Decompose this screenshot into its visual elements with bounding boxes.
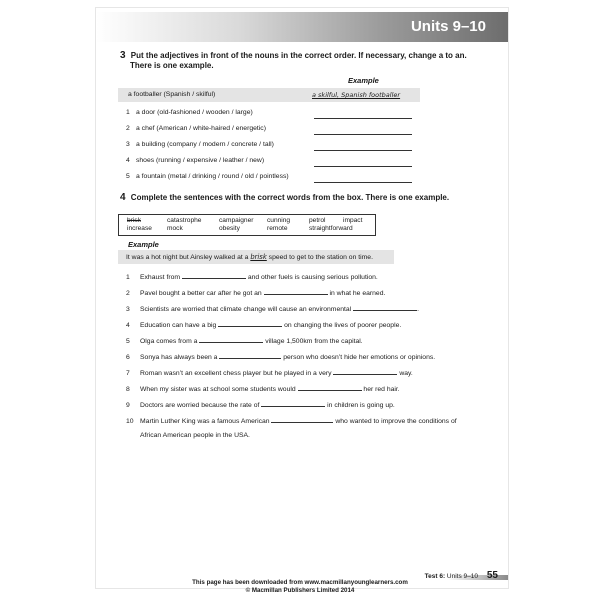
- q3-item: 3 a building (company / modern / concrete / tall): [126, 141, 274, 148]
- download-credit: This page has been downloaded from www.macmillanyounglearners.com: [192, 579, 408, 586]
- q4-number: 4: [120, 192, 126, 203]
- answer-blank[interactable]: [199, 336, 263, 343]
- q3-item: 5 a fountain (metal / drinking / round / old / pointless): [126, 173, 289, 180]
- answer-blank[interactable]: [219, 352, 281, 359]
- answer-blank[interactable]: [333, 368, 397, 375]
- q4-item: 3 Scientists are worried that climate change will cause an environmental .: [126, 306, 419, 313]
- header-title: Units 9–10: [410, 18, 486, 35]
- q4-example-label: Example: [128, 240, 159, 249]
- q4-item: 6 Sonya has always been a person who doesn’t hide her emotions or opinions.: [126, 354, 436, 361]
- q4-item: 10 Martin Luther King was a famous American who wanted to improve the conditions of: [126, 418, 457, 425]
- q3-item: 1 a door (old-fashioned / wooden / large): [126, 109, 253, 116]
- q4-item-continuation: African American people in the USA.: [140, 432, 250, 439]
- q4-item: 7 Roman wasn’t an excellent chess player but he played in a very way.: [126, 370, 413, 377]
- word-box: [118, 214, 376, 236]
- q4-instruction-text: Complete the sentences with the correct words from the box. There is one example.: [130, 193, 450, 202]
- word-box-word: remote: [267, 225, 288, 232]
- q4-example-word: brisk: [250, 253, 267, 261]
- answer-blank[interactable]: [261, 400, 325, 407]
- word-box-word: impact: [343, 217, 363, 224]
- word-box-word: petrol: [309, 217, 326, 224]
- word-box-word: obesity: [219, 225, 240, 232]
- worksheet-page: [96, 8, 508, 588]
- q3-example-answer: a skilful, Spanish footballer: [312, 91, 401, 99]
- page-number: 55: [486, 570, 498, 581]
- footer-test-label: Test 6: Units 9–10: [424, 573, 478, 580]
- copyright-credit: © Macmillan Publishers Limited 2014: [245, 587, 355, 594]
- word-box-word: cunning: [267, 217, 291, 224]
- q3-instruction-2: There is one example.: [130, 61, 214, 70]
- answer-blank[interactable]: [182, 272, 246, 279]
- answer-line[interactable]: [314, 134, 412, 135]
- q4-item: 9 Doctors are worried because the rate of in children is going up.: [126, 402, 395, 409]
- q3-instruction-text: Put the adjectives in front of the nouns in the correct order. If necessary, change a to an.: [130, 51, 467, 60]
- answer-blank[interactable]: [353, 304, 417, 311]
- q3-number: 3: [120, 50, 126, 61]
- answer-blank[interactable]: [271, 416, 333, 423]
- q4-item: 8 When my sister was at school some students would her red hair.: [126, 386, 400, 393]
- q3-example-label: Example: [348, 76, 379, 85]
- answer-line[interactable]: [314, 150, 412, 151]
- q4-item: 2 Pavel bought a better car after he got an in what he earned.: [126, 290, 386, 297]
- q4-example-sentence: It was a hot night but Ainsley walked at a brisk speed to get to the station on time.: [126, 253, 373, 261]
- word-box-word: straightforward: [309, 225, 353, 232]
- q3-example-prompt: a footballer (Spanish / skilful): [128, 91, 216, 98]
- q3-item: 4 shoes (running / expensive / leather / new): [126, 157, 265, 164]
- word-box-word: mock: [167, 225, 183, 232]
- q4-item: 1 Exhaust from and other fuels is causing serious pollution.: [126, 274, 378, 281]
- answer-line[interactable]: [314, 118, 412, 119]
- q4-item: 4 Education can have a big on changing the lives of poorer people.: [126, 322, 402, 329]
- answer-blank[interactable]: [298, 384, 362, 391]
- word-box-word: campaigner: [219, 217, 254, 224]
- q4-instruction: [120, 193, 500, 203]
- q4-item: 5 Olga comes from a village 1,500km from the capital.: [126, 338, 363, 345]
- word-box-word: catastrophe: [167, 217, 202, 224]
- q3-instruction: [120, 51, 480, 71]
- word-box-word: increase: [127, 225, 152, 232]
- answer-blank[interactable]: [218, 320, 282, 327]
- unit-header: [96, 12, 508, 42]
- answer-line[interactable]: [314, 166, 412, 167]
- word-box-word: brisk: [127, 217, 141, 224]
- answer-blank[interactable]: [264, 288, 328, 295]
- answer-line[interactable]: [314, 182, 412, 183]
- q3-item: 2 a chef (American / white-haired / energetic): [126, 125, 266, 132]
